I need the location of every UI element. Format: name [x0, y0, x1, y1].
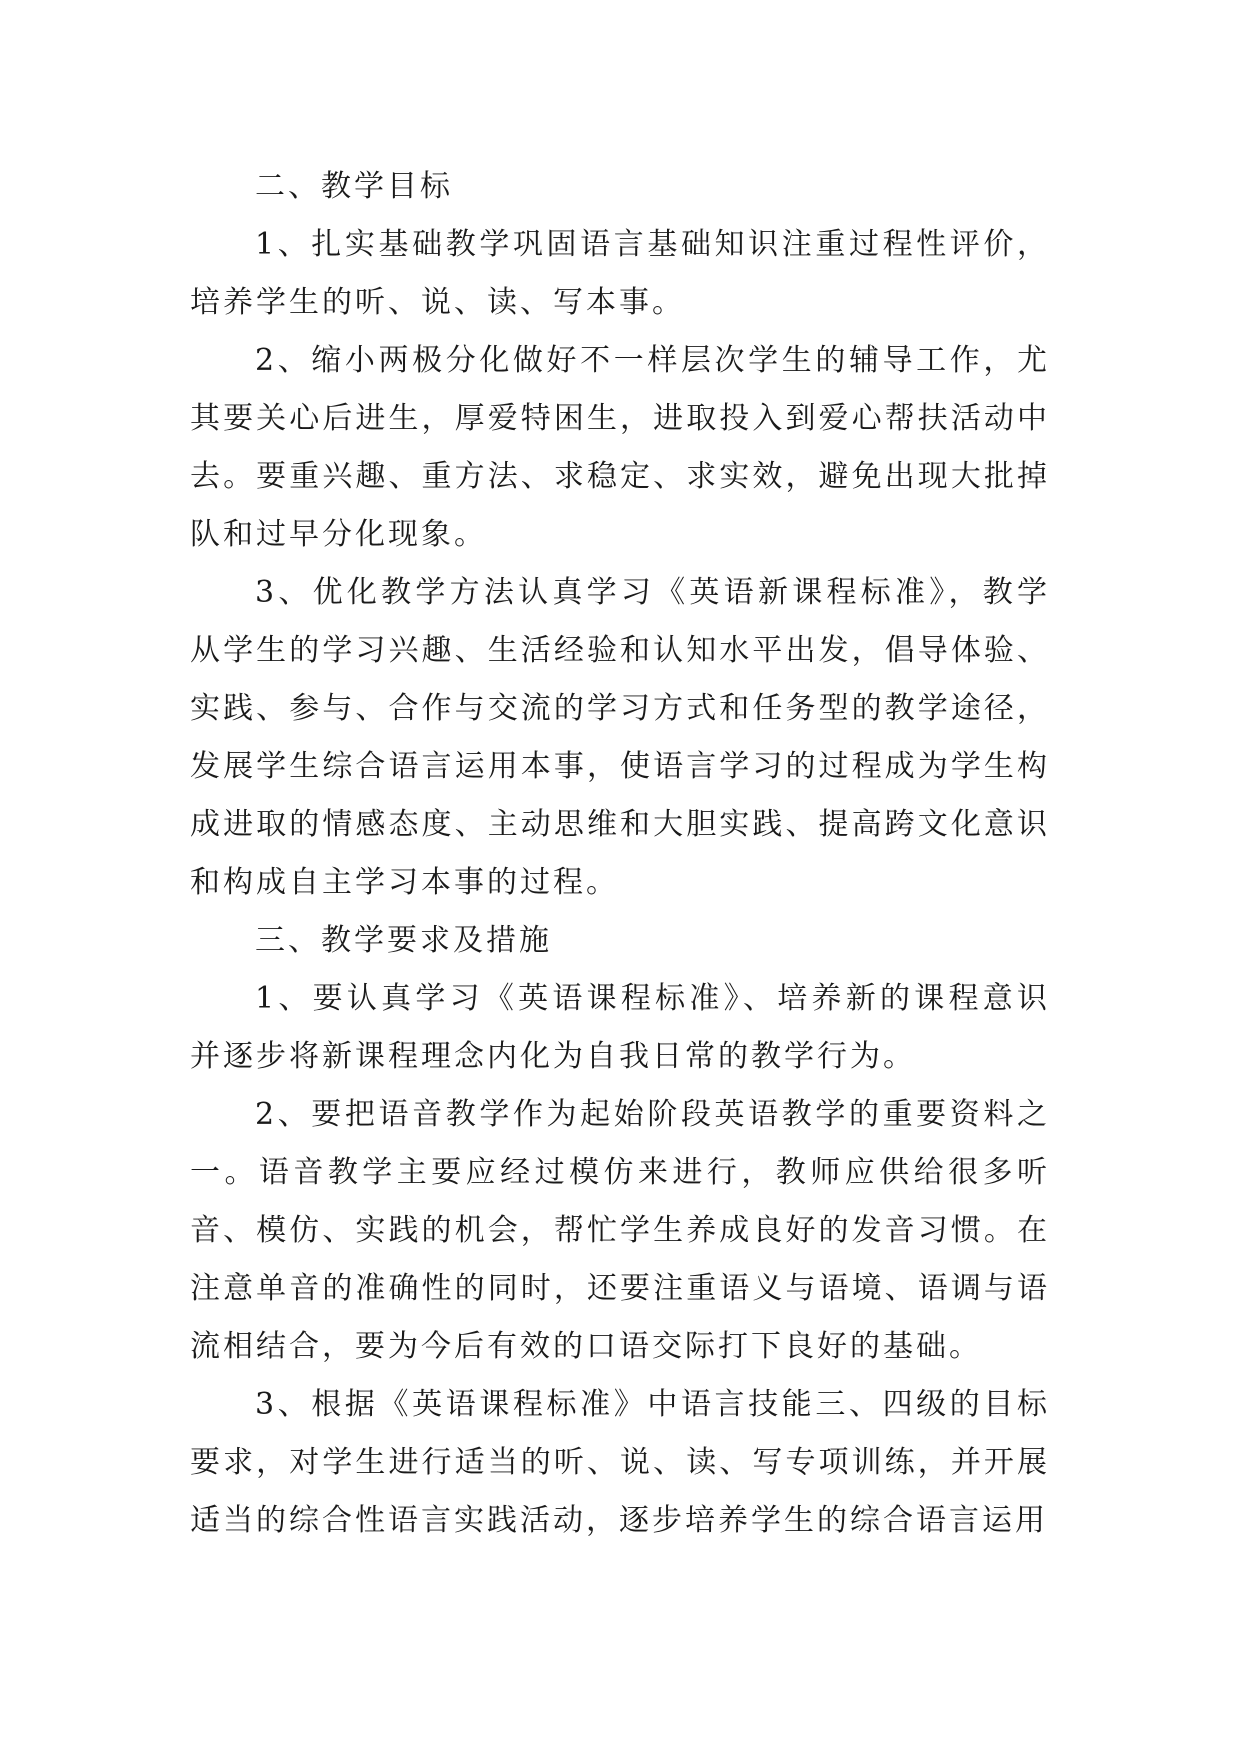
requirement-paragraph-1: 1、要认真学习《英语课程标准》、培养新的课程意识并逐步将新课程理念内化为自我日常的教学行为。	[190, 981, 1050, 1074]
requirement-paragraph-3: 3、根据《英语课程标准》中语言技能三、四级的目标要求，对学生进行适当的听、说、读、写专项训练，并开展适当的综合性语言实践活动，逐步培养学生的综合语言运用	[190, 1387, 1050, 1538]
section-heading-teaching-goals: 二、教学目标	[255, 169, 453, 204]
goal-paragraph-3: 3、优化教学方法认真学习《英语新课程标准》，教学从学生的学习兴趣、生活经验和认知水平出发，倡导体验、实践、参与、合作与交流的学习方式和任务型的教学途径，发展学生综合语言运用本事，使语言学习的过程成为学生构成进取的情感态度、主动思维和大胆实践、提高跨文化意识和构成自主学习本事的过程。	[190, 575, 1050, 900]
document-body	[190, 158, 1050, 1550]
goal-paragraph-1: 1、扎实基础教学巩固语言基础知识注重过程性评价，培养学生的听、说、读、写本事。	[190, 227, 1050, 320]
section-heading-requirements: 三、教学要求及措施	[255, 923, 552, 958]
requirement-paragraph-2: 2、要把语音教学作为起始阶段英语教学的重要资料之一。语音教学主要应经过模仿来进行，教师应供给很多听音、模仿、实践的机会，帮忙学生养成良好的发音习惯。在注意单音的准确性的同时，还要注重语义与语境、语调与语流相结合，要为今后有效的口语交际打下良好的基础。	[190, 1097, 1050, 1364]
goal-paragraph-2: 2、缩小两极分化做好不一样层次学生的辅导工作，尤其要关心后进生，厚爱特困生，进取投入到爱心帮扶活动中去。要重兴趣、重方法、求稳定、求实效，避免出现大批掉队和过早分化现象。	[190, 343, 1050, 552]
